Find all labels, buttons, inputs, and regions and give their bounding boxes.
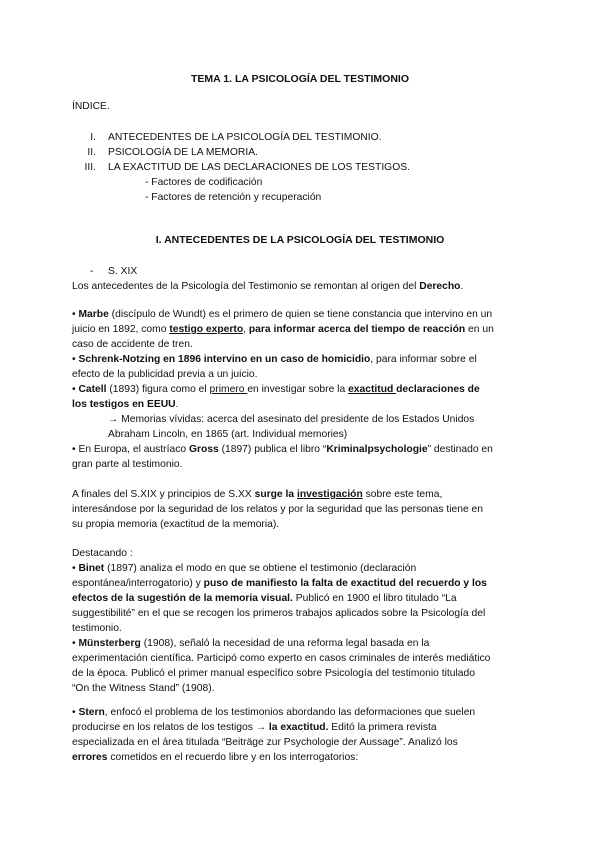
- text: caso de accidente de tren.: [72, 339, 193, 350]
- intro-bold: Derecho: [419, 281, 461, 292]
- section-heading: I. ANTECEDENTES DE LA PSICOLOGÍA DEL TESTIMONIO: [155, 234, 445, 246]
- text: Publicó en 1900 el libro titulado “La: [292, 593, 457, 604]
- bold: puso de manifiesto la falta de exactitud del recuerdo y los: [203, 578, 487, 589]
- century-dash: -: [90, 266, 94, 277]
- bold: los testigos en EEUU: [72, 399, 176, 410]
- text: cometidos en el recuerdo libre y en los interrogatorios:: [107, 752, 359, 763]
- text: ,: [243, 324, 249, 335]
- name-bold: Münsterberg: [78, 638, 141, 649]
- index-item-label: ANTECEDENTES DE LA PSICOLOGÍA DEL TESTIMONIO.: [108, 132, 382, 143]
- text: (discípulo de Wundt) es el primero de quien se tiene constancia que intervino en un: [108, 309, 493, 320]
- document-title: TEMA 1. LA PSICOLOGÍA DEL TESTIMONIO: [191, 73, 409, 85]
- intro-paragraph: [72, 279, 463, 294]
- bold: declaraciones de: [396, 384, 480, 395]
- text: juicio en 1892, como: [72, 324, 170, 335]
- bold: para informar acerca del tiempo de reacción: [248, 324, 466, 335]
- text: sobre este tema,: [362, 489, 443, 500]
- text: ” destinado en: [427, 444, 493, 455]
- bold: errores: [72, 752, 108, 763]
- text: Editó la primera revista: [328, 722, 437, 733]
- index-item-number: I.: [90, 132, 96, 143]
- text: de la época. Publicó el primer manual específico sobre Psicología del testimonio titulado: [72, 668, 475, 679]
- text: producirse en los relatos de los testigos →: [72, 722, 269, 733]
- bold: surge la: [254, 489, 297, 500]
- arrow-note: → Memorias vívidas: acerca del asesinato del presidente de los Estados Unidos: [108, 414, 475, 425]
- destacando-label: Destacando :: [72, 548, 133, 559]
- intro-text: Los antecedentes de la Psicología del Testimonio se remontan al origen del: [72, 281, 420, 292]
- text: suggestibilité” en el que se recogen los primeros trabajos aplicados sobre la Psicología del: [72, 608, 486, 619]
- text: gran parte al testimonio.: [72, 459, 183, 470]
- text: en investigar sobre la: [247, 384, 349, 395]
- underlined: primero: [209, 384, 248, 395]
- index-item-label: PSICOLOGÍA DE LA MEMORIA.: [108, 147, 258, 158]
- bullet: •: [72, 384, 79, 395]
- text: su propia memoria (exactitud de la memoria).: [72, 519, 280, 530]
- name-bold: Gross: [188, 444, 219, 455]
- text: (1897) publica el libro “: [218, 444, 327, 455]
- name-bold: Binet: [78, 563, 105, 574]
- bullet: •: [72, 638, 79, 649]
- text: efecto de la publicidad previa a un juicio.: [72, 369, 258, 380]
- bold-underlined: investigación: [296, 489, 363, 500]
- name-bold: Catell: [78, 384, 107, 395]
- bold: efectos de la sugestión de la memoria visual.: [72, 593, 293, 604]
- index-subitem: - Factores de codificación: [145, 177, 263, 188]
- text: en un: [465, 324, 494, 335]
- bullet: •: [72, 309, 79, 320]
- index-heading: ÍNDICE.: [72, 101, 110, 112]
- index-item-number: II.: [87, 147, 96, 158]
- text: .: [175, 399, 179, 410]
- text: experimentación científica. Participó como experto en casos criminales de interés mediático: [72, 653, 491, 664]
- text: (1908), señaló la necesidad de una reforma legal basada en la: [140, 638, 430, 649]
- text: “On the Witness Stand” (1908).: [72, 683, 215, 694]
- bullet: •: [72, 707, 79, 718]
- bold-underlined: testigo experto: [169, 324, 244, 335]
- bold: Schrenk-Notzing en 1896 intervino en un caso de homicidio: [78, 354, 371, 365]
- intro-text-end: .: [460, 281, 464, 292]
- text: • En Europa, el austríaco: [72, 444, 189, 455]
- name-bold: Marbe: [78, 309, 109, 320]
- arrow-note: Abraham Lincoln, en 1865 (art. Individual memories): [108, 429, 348, 440]
- text: , enfocó el problema de los testimonios abordando las deformaciones que suelen: [104, 707, 476, 718]
- text: testimonio.: [72, 623, 122, 634]
- index-subitem: - Factores de retención y recuperación: [145, 192, 322, 203]
- bold: Kriminalpsychologie: [326, 444, 428, 455]
- bullet: •: [72, 354, 79, 365]
- text: (1897) analiza el modo en que se obtiene el testimonio (declaración: [104, 563, 417, 574]
- text: especializada en el área titulada “Beiträge zur Psychologie der Aussage”. Analizó los: [72, 737, 458, 748]
- index-item-label: LA EXACTITUD DE LAS DECLARACIONES DE LOS TESTIGOS.: [108, 162, 410, 173]
- index-item-number: III.: [84, 162, 96, 173]
- text: (1893) figura como el: [106, 384, 210, 395]
- bullet: •: [72, 563, 79, 574]
- text: espontánea/interrogatorio) y: [72, 578, 204, 589]
- bold: la exactitud.: [268, 722, 329, 733]
- bold-underlined: exactitud: [348, 384, 397, 395]
- name-bold: Stern: [78, 707, 105, 718]
- text: interesándose por la seguridad de los relatos y por la seguridad que las personas tiene en: [72, 504, 483, 515]
- text: A finales del S.XIX y principios de S.XX: [72, 489, 255, 500]
- text: , para informar sobre el: [370, 354, 477, 365]
- century-label: S. XIX: [108, 266, 138, 277]
